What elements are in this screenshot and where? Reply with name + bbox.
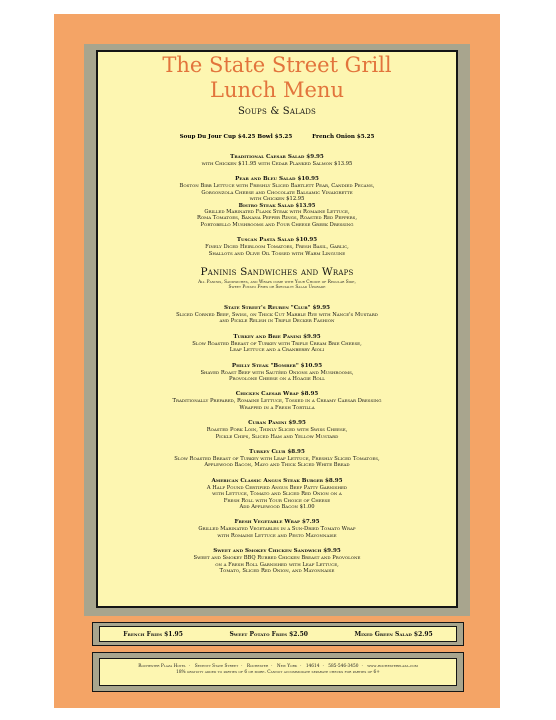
menu-item — [98, 391, 456, 411]
menu-item — [98, 237, 456, 257]
menu-item — [98, 478, 456, 511]
menu-item-name: Traditional Caesar Salad $9.95 — [230, 154, 324, 160]
menu-item-description: Sliced Corned Beef, Swiss, on Thick Cut Marble Rye with Nance's Mustard and Pickle Relish in Triple Decker Fashion — [176, 311, 378, 325]
menu-card — [96, 50, 458, 608]
menu-item-description: Grilled Marinated Vegetables in a Sun-Dried Tomato Wrap with Romaine Lettuce and Pesto Mayonnaise — [198, 526, 356, 539]
paninis-note: All Paninis, Sandwiches, and Wraps come with Your Choice of Regular Side, Sweet Potato Fries or Specialty Salad Upgrade — [198, 280, 356, 291]
menu-item-name: Tuscan Pasta Salad $10.95 — [236, 237, 318, 244]
soups-salads-list — [98, 134, 456, 257]
menu-item-description: A Half Pound Certified Angus Beef Patty Garnished with Lettuce, Tomato and Sliced Red Onion on a Fresh Roll with Your Choice of Cheese Add Applewood Bacon $1.00 — [206, 484, 348, 510]
menu-item — [98, 334, 456, 354]
menu-item — [98, 548, 456, 574]
menu-item-description: Boston Bibb Lettuce with Freshly Sliced Bartlett Pear, Candied Pecans, Gorgonzola Cheese and Chocolate Balsamic Vinaigrette with Chicken $12.95 Bistro Steak Salad $13.95 Grilled Marinated Flank Steak with Romaine Lettuce, Roma Tomatoes, Banana Pepper Rings, Roasted Red Peppers, Portobello Mushrooms and Four Cheese Greek Dressing — [98, 183, 456, 228]
side-mixed-green-salad: Mixed Green Salad $2.95 — [354, 630, 433, 638]
soups-salads-heading: Soups & Salads — [237, 106, 317, 117]
sides-bar — [92, 622, 464, 646]
footer-gratuity-note: 18% gratuity added to parties of 6 or more. Cannot accommodate separate checks for parties of 6+ — [176, 670, 380, 675]
menu-item-description: Shaved Roast Beef with Sautéed Onions and Mushrooms, Provolone Cheese on a Hoagie Roll — [200, 369, 354, 382]
menu-item-description: Slow Roasted Breast of Turkey with Triple Cream Brie Cheese, Leaf Lettuce and a Cranberry Aioli — [192, 340, 362, 354]
menu-item — [98, 363, 456, 383]
menu-item-description: Roasted Pork Loin, Thinly Sliced with Swiss Cheese, Pickle Chips, Sliced Ham and Yellow Mustard — [206, 427, 348, 440]
menu-item — [98, 154, 456, 167]
menu-item-name: American Classic Angus Steak Burger $8.95 — [211, 477, 343, 484]
paninis-list — [98, 305, 456, 575]
soup-line — [98, 134, 456, 141]
menu-item — [98, 449, 456, 469]
menu-item-description: Slow Roasted Breast of Turkey with Leaf Lettuce, Freshly Sliced Tomatoes, Applewood Bacon, Mayo and Thick Sliced White Bread — [174, 455, 380, 469]
menu-item-name: Sweet and Smokey Chicken Sandwich $9.95 — [213, 548, 341, 555]
menu-item-name: State Street's Reuben "Club" $9.95 — [223, 304, 331, 311]
menu-item-name: Philly Steak "Bomber" $10.95 — [231, 362, 323, 369]
menu-item-name: Bistro Steak Salad $13.95 — [238, 202, 316, 209]
menu-item — [98, 420, 456, 440]
menu-item-name: Chicken Caesar Wrap $8.95 — [235, 391, 319, 398]
menu-title: Lunch Menu — [210, 78, 344, 102]
menu-item-name: Fresh Vegetable Wrap $7.95 — [234, 519, 320, 526]
menu-item-name: Cuban Panini $9.95 — [248, 420, 306, 427]
menu-item — [98, 519, 456, 539]
menu-item-name: Pear and Bleu Salad $10.95 — [235, 176, 319, 183]
restaurant-title: The State Street Grill — [162, 53, 392, 77]
menu-item-description: Traditionally Prepared, Romaine Lettuce, Tossed in a Creamy Caesar Dressing Wrapped in a Fresh Tortilla — [172, 398, 382, 411]
footer-address: Rochester Plaza Hotel · Seventy State Street · Rochester · New York · 14614 · 585-546-3450 · www.rochesterplaza.com — [138, 664, 418, 669]
paninis-heading: Paninis Sandwiches and Wraps — [200, 266, 354, 279]
menu-item-name: Turkey and Brie Panini $9.95 — [233, 333, 321, 340]
menu-item-description: with Chicken $11.95 with Cedar Planked Salmon $13.95 — [201, 161, 353, 167]
menu-item-name: Turkey Club $8.95 — [249, 448, 305, 455]
soup-du-jour: Soup Du Jour Cup $4.25 Bowl $5.25 — [179, 134, 293, 140]
side-french-fries: French Fries $1.95 — [123, 630, 183, 638]
side-sweet-potato-fries: Sweet Potato Fries $2.50 — [229, 630, 308, 638]
menu-item-description: Sweet and Smokey BBQ Rubbed Chicken Breast and Provolone on a Fresh Roll Garnished with Leaf Lettuce, Tomato, Sliced Red Onion, and Mayonnaise — [193, 555, 361, 574]
menu-item — [98, 305, 456, 325]
french-onion: French Onion $5.25 — [312, 134, 375, 140]
footer-bar — [92, 652, 464, 692]
menu-item — [98, 176, 456, 228]
menu-item-description: Finely Diced Heirloom Tomatoes, Fresh Basil, Garlic, Shallots and Olive Oil Tossed with Warm Linguine — [205, 244, 349, 257]
